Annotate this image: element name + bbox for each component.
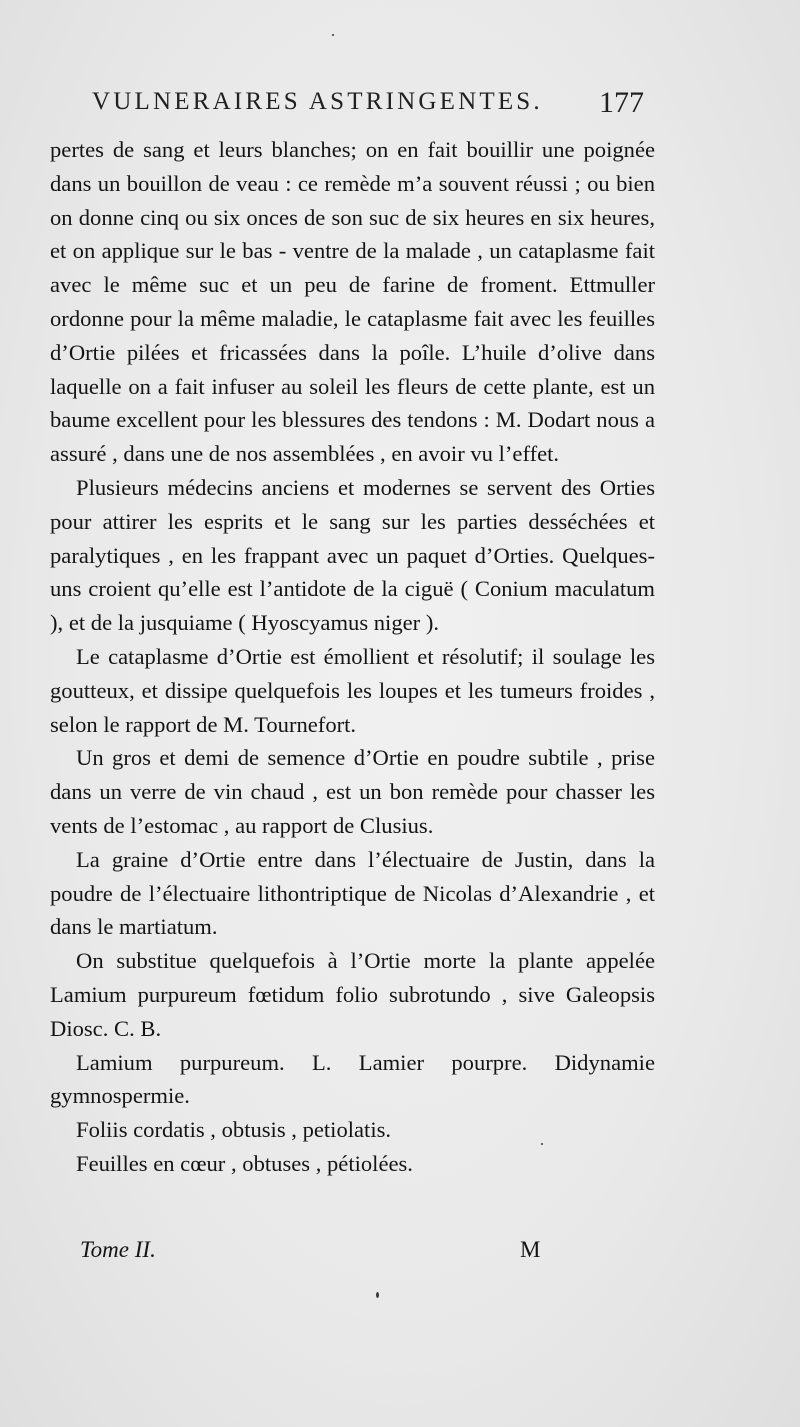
page-footer: [80, 1237, 640, 1273]
page-header: [92, 88, 652, 128]
body-text: [50, 133, 655, 1181]
ink-speck: [541, 1143, 543, 1145]
volume-label: Tome II.: [80, 1237, 156, 1262]
paragraph-2: Plusieurs médecins anciens et modernes se servent des Orties pour attirer les esprits et le sang sur les parties desséchées et paralytiques , en les frappant avec un paquet d’Orties. Quelques-uns croient qu’elle est l’antidote de la ciguë ( Conium maculatum ), et de la jusquiame ( Hyoscyamus niger ).: [50, 474, 655, 636]
paragraph-5: La graine d’Ortie entre dans l’électuaire de Justin, dans la poudre de l’électuaire lithontriptique de Nicolas d’Alexandrie , et dans le martiatum.: [50, 846, 655, 940]
paragraph-6: On substitue quelquefois à l’Ortie morte la plante appelée Lamium purpureum fœtidum folio subrotundo , sive Galeopsis Diosc. C. B.: [50, 948, 655, 1041]
ink-speck: [376, 1292, 379, 1298]
paragraph-4: Un gros et demi de semence d’Ortie en poudre subtile , prise dans un verre de vin chaud , est un bon remède pour chasser les vents de l’estomac , au rapport de Clusius.: [50, 745, 655, 838]
page-number: 177: [599, 86, 644, 119]
paragraph-1: pertes de sang et leurs blanches; on en fait bouillir une poignée dans un bouillon de veau : ce remède m’a souvent réussi ; ou bien on donne cinq ou six onces de son suc de six heures en six heures, et on applique sur le bas - ventre de la malade , un cataplasme fait avec le même suc et un peu de farine de froment. Ettmuller ordonne pour la même maladie, le cataplasme fait avec les feuilles d’Ortie pilées et fricassées dans la poîle. L’huile d’olive dans laquelle on a fait infuser au soleil les fleurs de cette plante, est un baume excellent pour les blessures des tendons : M. Dodart nous a assuré , dans une de nos assemblées , en avoir vu l’effet.: [50, 137, 655, 467]
ink-speck: [332, 34, 334, 36]
paragraph-3: Le cataplasme d’Ortie est émollient et résolutif; il soulage les goutteux, et dissipe quelquefois les loupes et les tumeurs froides , selon le rapport de M. Tournefort.: [50, 643, 655, 737]
paragraph-9: Feuilles en cœur , obtuses , pétiolées.: [76, 1150, 413, 1176]
running-title: VULNERAIRES ASTRINGENTES.: [92, 88, 543, 115]
signature-mark: M: [520, 1237, 541, 1262]
paragraph-7: Lamium purpureum. L. Lamier pourpre. Didynamie gymnospermie.: [50, 1049, 655, 1109]
paragraph-8: Foliis cordatis , obtusis , petiolatis.: [76, 1117, 392, 1143]
